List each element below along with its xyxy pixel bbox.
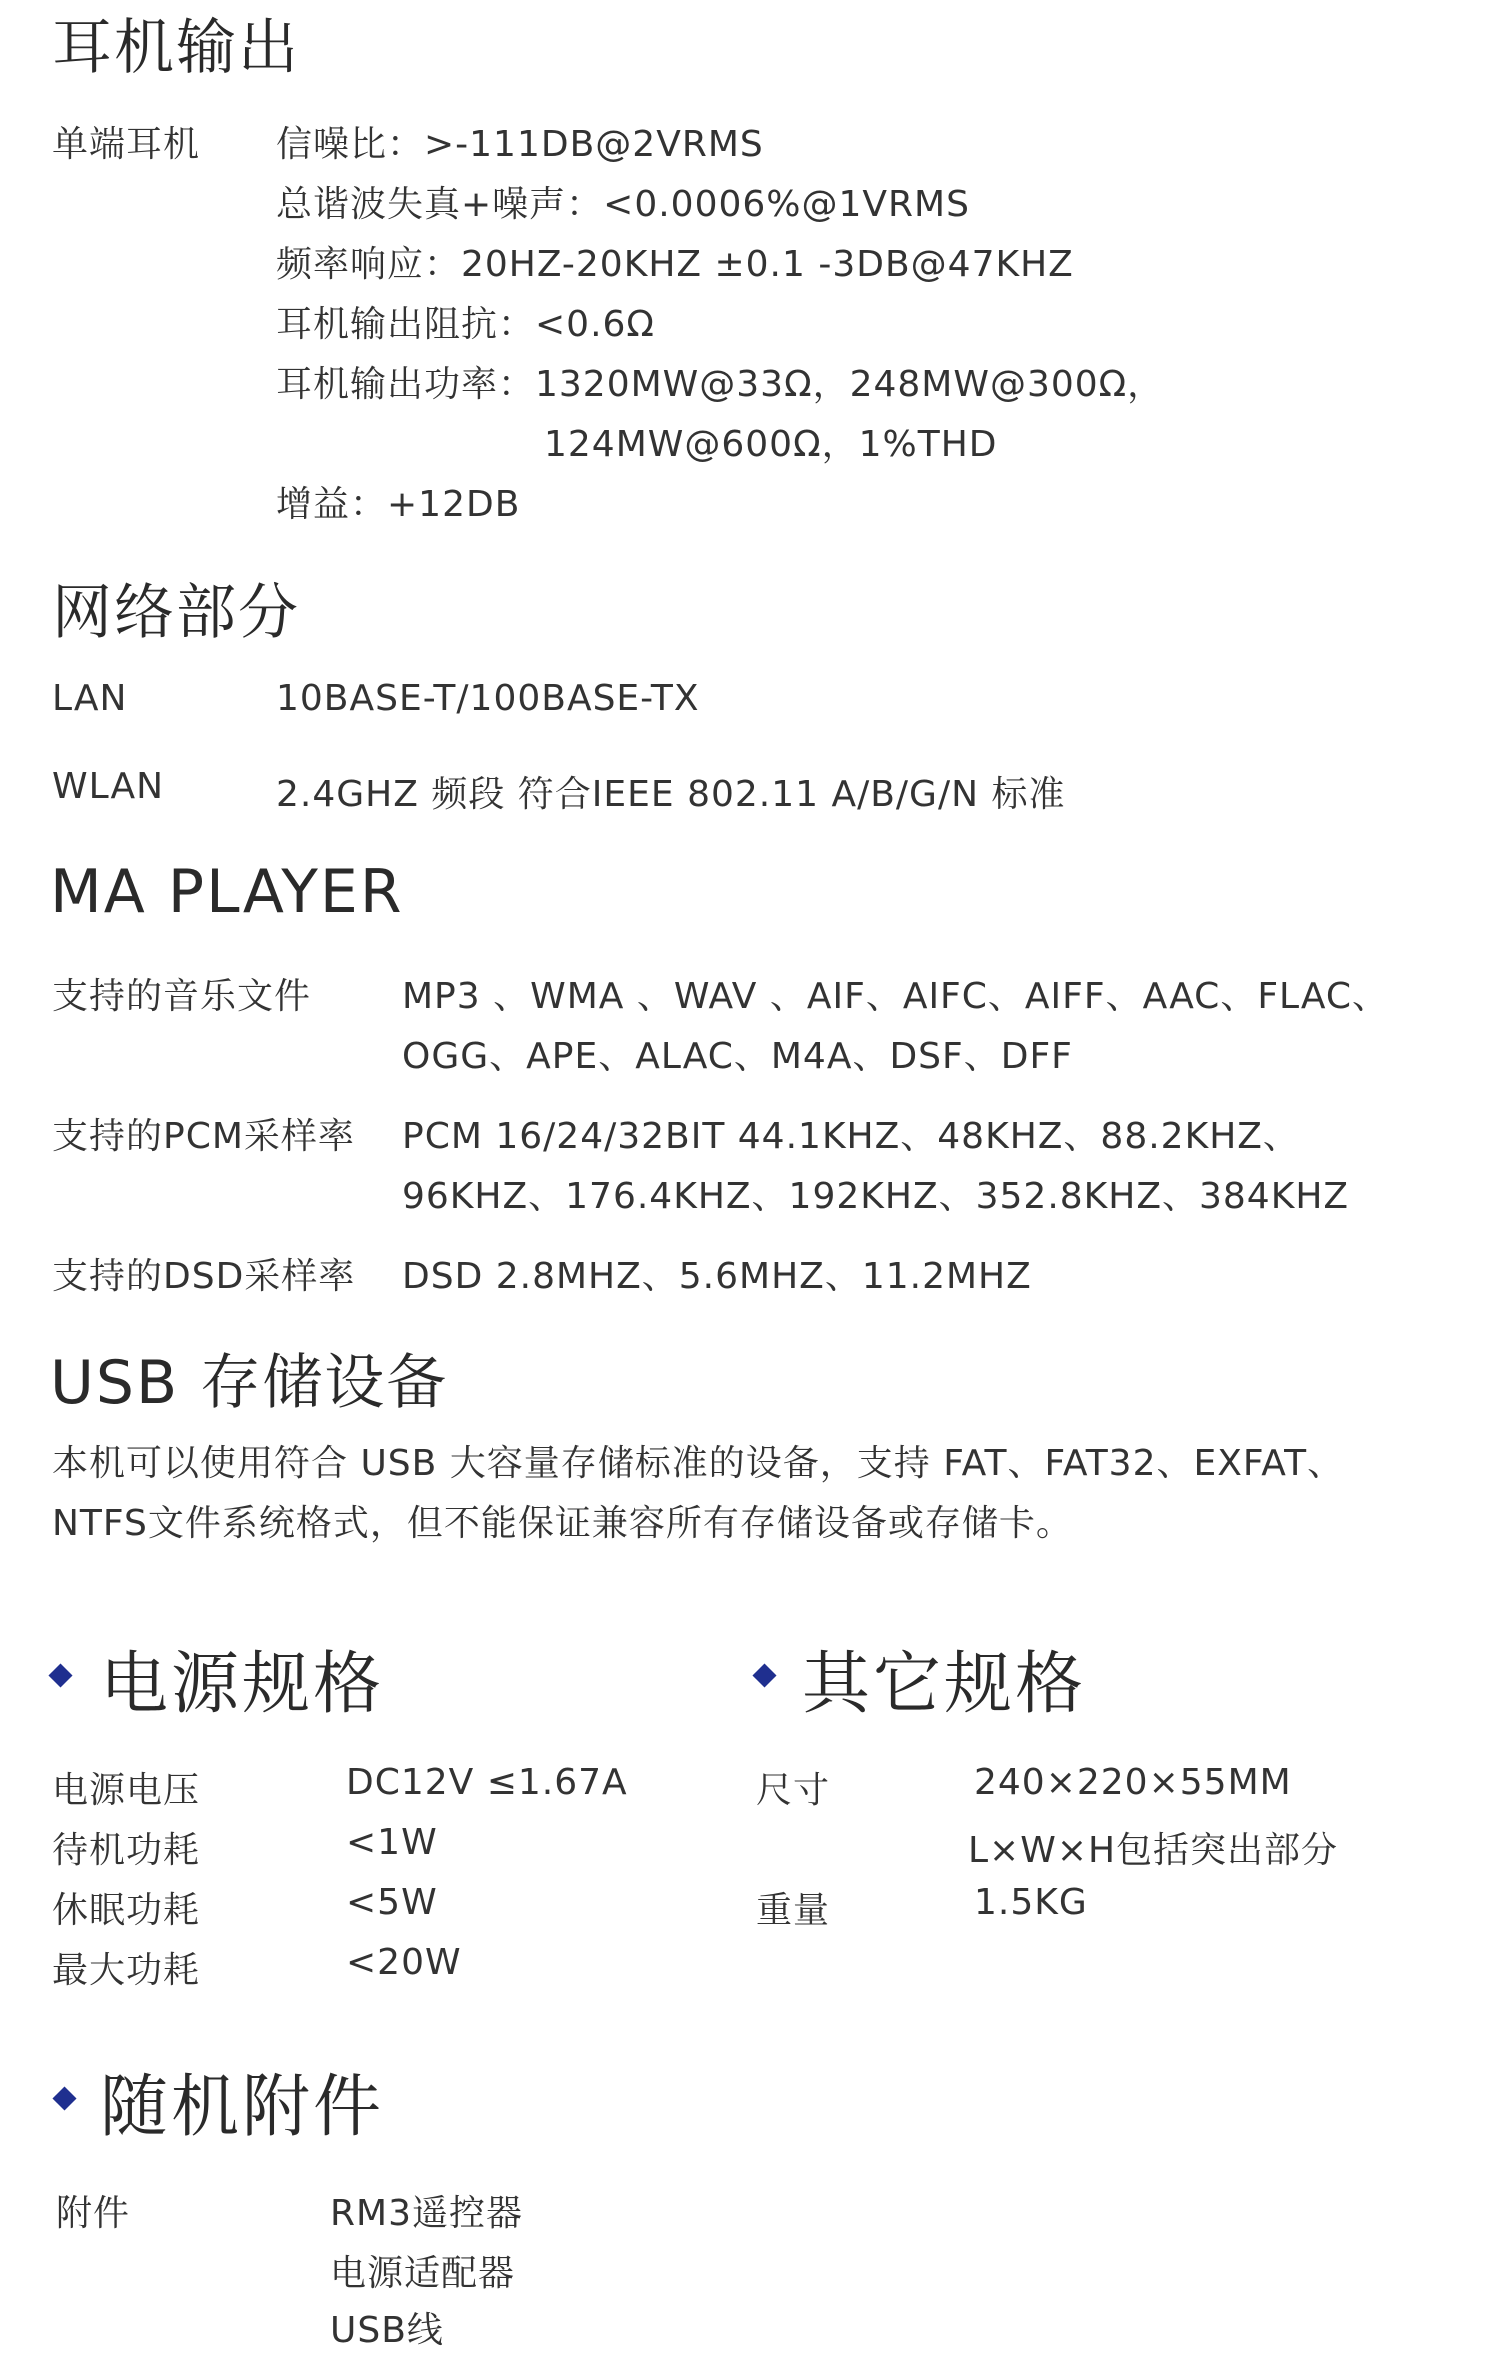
spec-label: 尺寸: [756, 1770, 831, 1811]
spec-label: 附件: [56, 2193, 131, 2234]
accessory-item: USB线: [330, 2310, 444, 2351]
spec-value: DSD 2.8MHZ、5.6MHZ、11.2MHZ: [402, 1256, 1032, 1297]
accessory-item: RM3遥控器: [330, 2193, 523, 2234]
spec-label: LAN: [52, 678, 128, 719]
spec-label: 支持的DSD采样率: [52, 1256, 356, 1297]
spec-value: 频率响应：20HZ-20KHZ ±0.1 -3DB@47KHZ: [276, 244, 1074, 285]
paragraph-line: NTFS文件系统格式，但不能保证兼容所有存储设备或存储卡。: [52, 1503, 1073, 1544]
spec-label: 支持的PCM采样率: [52, 1116, 355, 1157]
spec-label: 电源电压: [52, 1770, 201, 1811]
spec-label: 最大功耗: [52, 1950, 201, 1991]
section-title-headphone: 耳机输出: [52, 13, 300, 83]
spec-label: 待机功耗: [52, 1830, 201, 1871]
spec-label: 休眠功耗: [52, 1890, 201, 1931]
section-title-accessories: 随机附件: [100, 2068, 385, 2147]
paragraph-line: 本机可以使用符合 USB 大容量存储标准的设备，支持 FAT、FAT32、EXFAT、: [52, 1443, 1345, 1484]
bullet-diamond-icon: [52, 2086, 76, 2110]
spec-value: OGG、APE、ALAC、M4A、DSF、DFF: [402, 1036, 1073, 1077]
spec-value: 1.5KG: [974, 1882, 1088, 1923]
spec-value: DC12V ≤1.67A: [346, 1762, 628, 1803]
accessory-item: 电源适配器: [330, 2253, 516, 2294]
spec-value: PCM 16/24/32BIT 44.1KHZ、48KHZ、88.2KHZ、: [402, 1116, 1300, 1157]
section-title-other: 其它规格: [802, 1645, 1087, 1724]
spec-value: 增益：+12DB: [276, 484, 521, 525]
section-title-usb: USB 存储设备: [50, 1348, 449, 1418]
spec-value: 信噪比：>-111DB@2VRMS: [276, 124, 764, 165]
spec-label: 重量: [756, 1890, 831, 1931]
section-title-power: 电源规格: [100, 1645, 385, 1724]
spec-label: 支持的音乐文件: [52, 976, 312, 1017]
spec-value: 耳机输出阻抗：<0.6Ω: [276, 304, 655, 345]
spec-value: 耳机输出功率：1320MW@33Ω，248MW@300Ω，: [276, 364, 1165, 405]
spec-value: 96KHZ、176.4KHZ、192KHZ、352.8KHZ、384KHZ: [402, 1176, 1350, 1217]
section-title-player: MA PLAYER: [50, 857, 404, 927]
bullet-diamond-icon: [48, 1663, 72, 1687]
bullet-diamond-icon: [752, 1663, 776, 1687]
spec-value: <5W: [346, 1882, 438, 1923]
spec-value: MP3 、WMA 、WAV 、AIF、AIFC、AIFF、AAC、FLAC、: [402, 976, 1390, 1017]
spec-value: <1W: [346, 1822, 438, 1863]
spec-value: 10BASE-T/100BASE-TX: [276, 678, 700, 719]
spec-value: <20W: [346, 1942, 462, 1983]
spec-value: 总谐波失真+噪声：<0.0006%@1VRMS: [276, 184, 970, 225]
spec-value: L×W×H包括突出部分: [968, 1830, 1339, 1871]
spec-value: 240×220×55MM: [974, 1762, 1292, 1803]
spec-value: 124MW@600Ω，1%THD: [544, 424, 998, 465]
spec-value: 2.4GHZ 频段 符合IEEE 802.11 A/B/G/N 标准: [276, 774, 1066, 815]
spec-label-headphone: 单端耳机: [52, 124, 201, 165]
section-title-network: 网络部分: [52, 578, 300, 648]
spec-label: WLAN: [52, 766, 165, 807]
